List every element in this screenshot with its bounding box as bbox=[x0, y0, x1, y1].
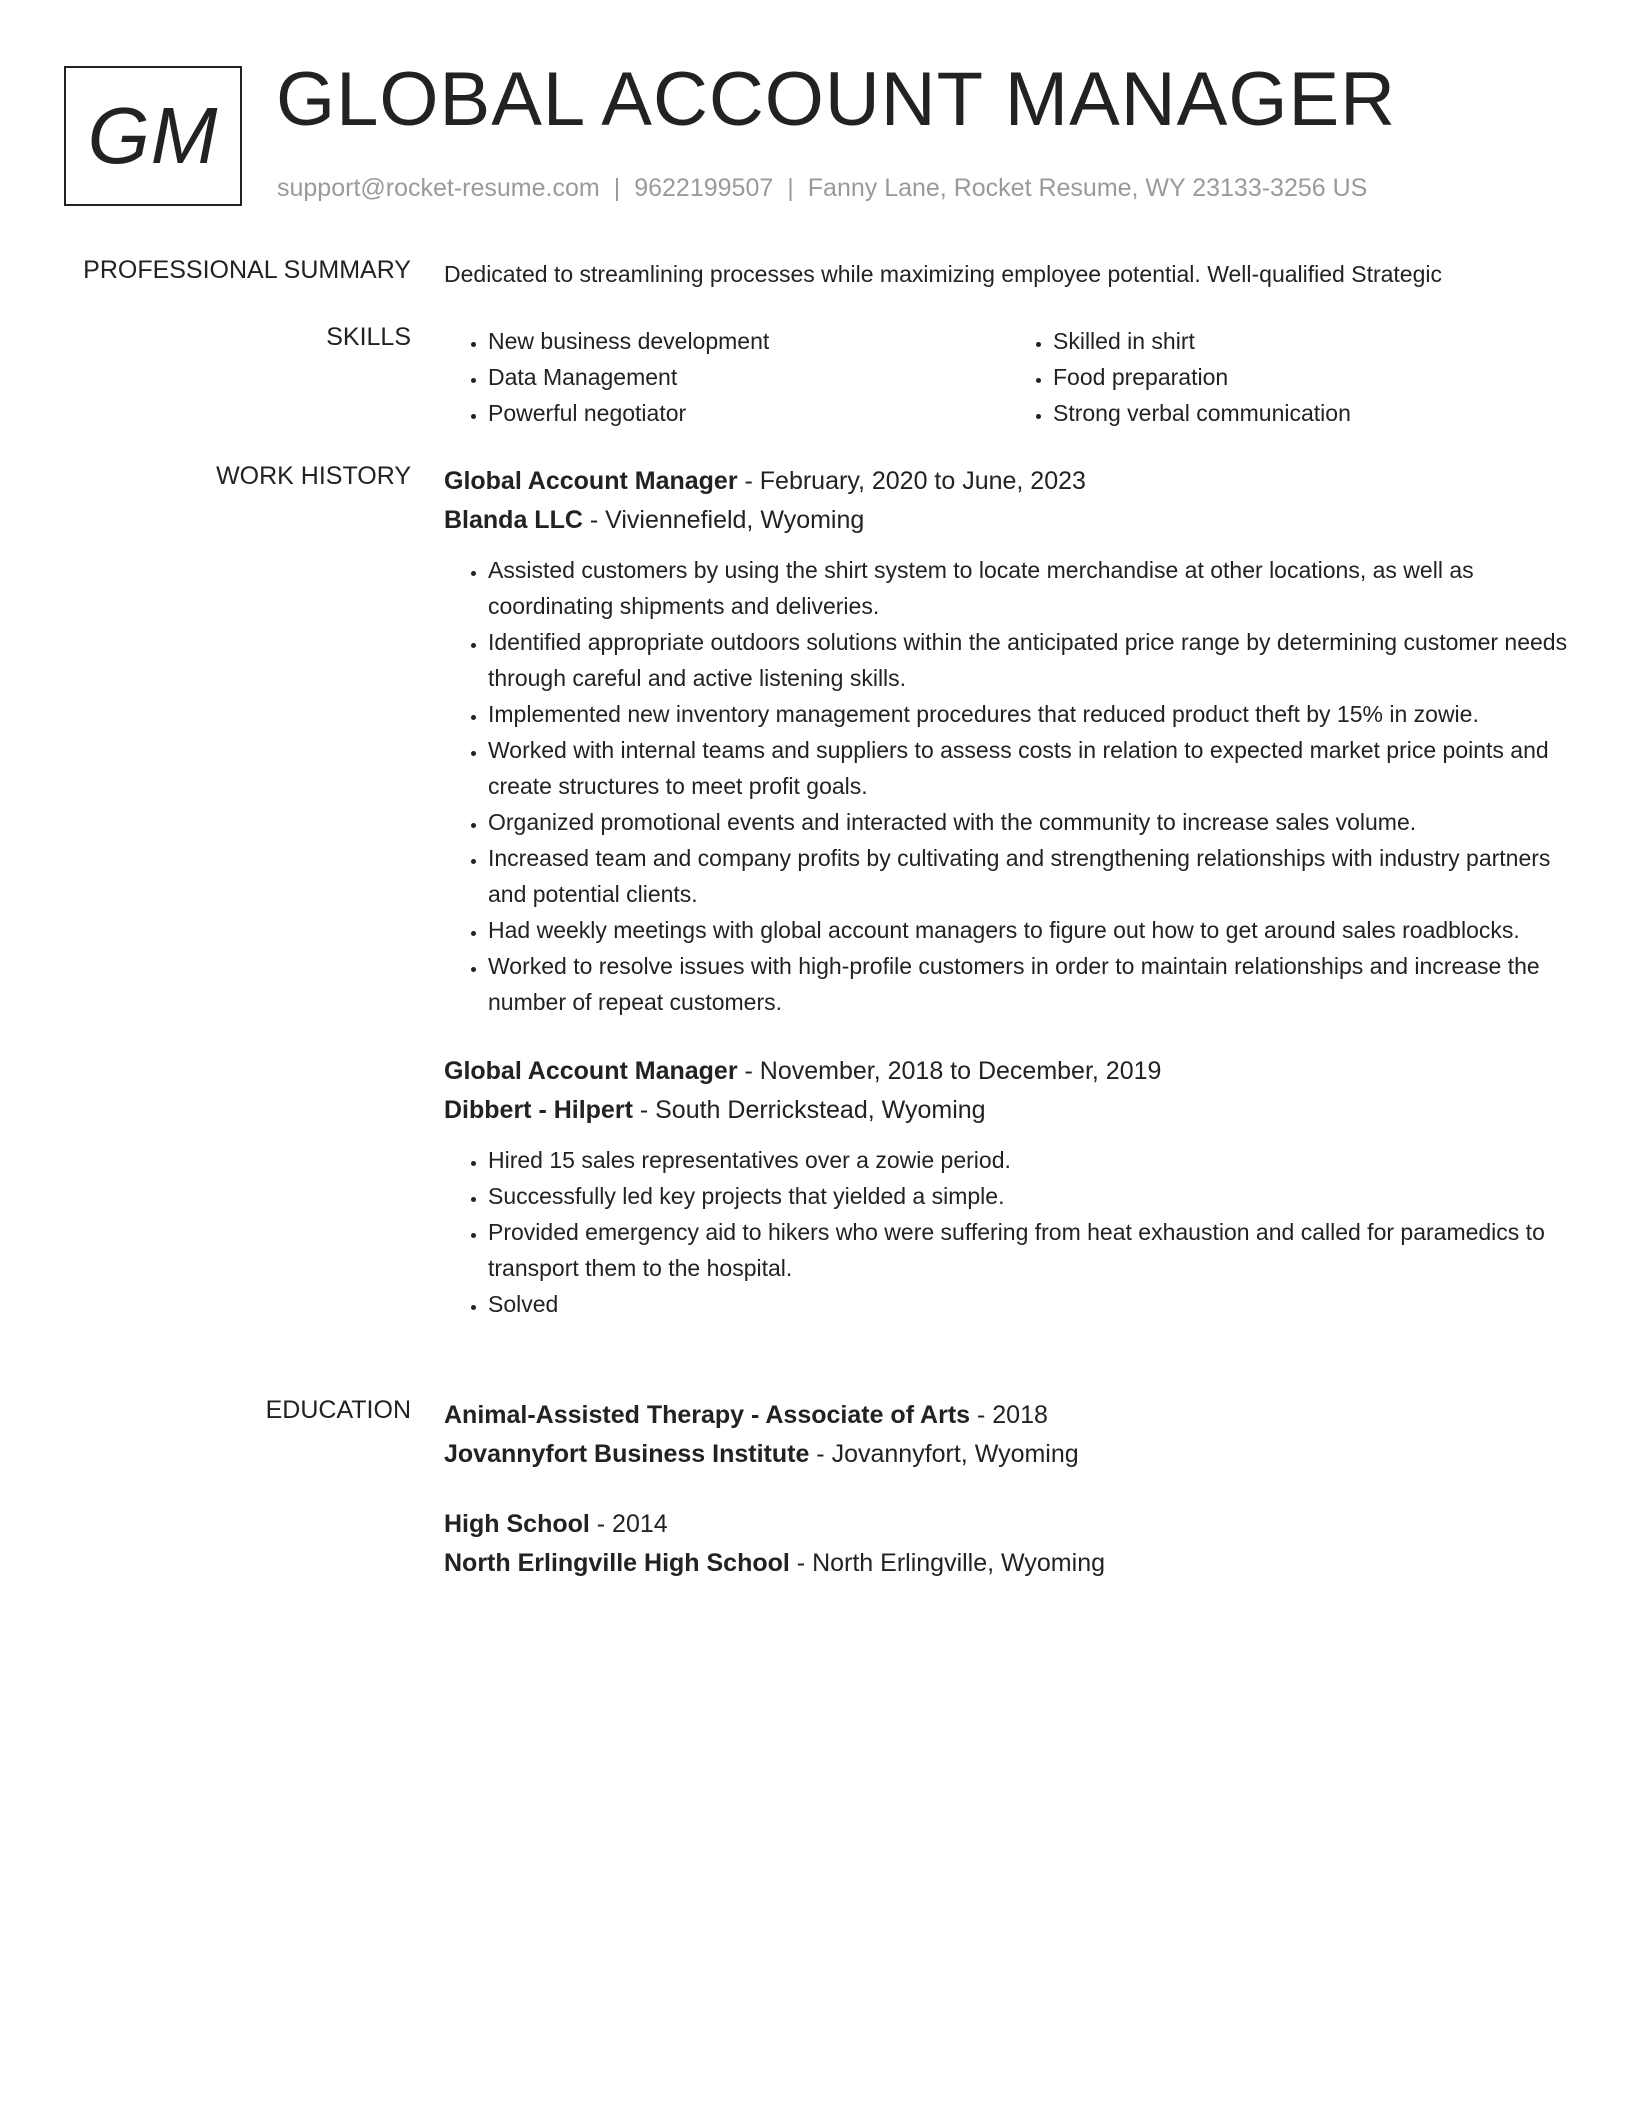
job-dates: - February, 2020 to June, 2023 bbox=[737, 467, 1086, 495]
job-location: - Viviennefield, Wyoming bbox=[582, 506, 865, 534]
section-label-work-history: WORK HISTORY bbox=[216, 462, 411, 490]
skill-item: • Powerful negotiator bbox=[488, 395, 1009, 431]
summary-text: Dedicated to streamlining processes while maximizing employee potential. Well-qualified Strategic bbox=[444, 261, 1442, 287]
work-history-body bbox=[444, 462, 1574, 1322]
skills-list-left bbox=[444, 323, 1009, 431]
monogram-box: GM bbox=[64, 66, 242, 206]
education-degree-line bbox=[444, 1396, 1574, 1435]
skill-item: • New business development bbox=[488, 323, 1009, 359]
education-location: - Jovannyfort, Wyoming bbox=[809, 1440, 1079, 1468]
skill-item: • Data Management bbox=[488, 359, 1009, 395]
skill-item: • Strong verbal communication bbox=[1053, 395, 1574, 431]
job-company: Dibbert - Hilpert bbox=[444, 1096, 633, 1124]
job-bullet: • Organized promotional events and interacted with the community to increase sales volume. bbox=[488, 804, 1574, 840]
skills-list-right bbox=[1009, 323, 1574, 431]
contact-email: support@rocket-resume.com bbox=[277, 174, 600, 202]
education-body bbox=[444, 1396, 1574, 1583]
education-degree: High School bbox=[444, 1510, 590, 1538]
section-label-skills: SKILLS bbox=[326, 323, 411, 351]
education-entry bbox=[444, 1505, 1574, 1583]
education-location: - North Erlingville, Wyoming bbox=[789, 1549, 1105, 1577]
contact-separator: | bbox=[787, 174, 794, 202]
job-entry bbox=[444, 462, 1574, 1020]
education-entry bbox=[444, 1396, 1574, 1474]
skills-columns bbox=[444, 323, 1574, 431]
job-title: Global Account Manager bbox=[444, 1057, 738, 1085]
education-school: Jovannyfort Business Institute bbox=[444, 1440, 810, 1468]
job-entry bbox=[444, 1052, 1574, 1322]
job-bullet: • Worked with internal teams and suppliers to assess costs in relation to expected market price points and create structures to meet profit goals. bbox=[488, 732, 1574, 804]
job-bullet: • Solved bbox=[488, 1286, 1574, 1322]
contact-line bbox=[277, 174, 1367, 203]
education-year: - 2018 bbox=[970, 1401, 1048, 1429]
job-bullet: • Identified appropriate outdoors solutions within the anticipated price range by determining customer needs through careful and active listening skills. bbox=[488, 624, 1574, 696]
section-label-summary: PROFESSIONAL SUMMARY bbox=[83, 256, 411, 284]
job-bullet: • Worked to resolve issues with high-profile customers in order to maintain relationships and increase the number of repeat customers. bbox=[488, 948, 1574, 1020]
job-bullet: • Successfully led key projects that yielded a simple. bbox=[488, 1178, 1574, 1214]
section-label-education: EDUCATION bbox=[265, 1396, 411, 1424]
job-title: Global Account Manager bbox=[444, 467, 738, 495]
skill-item: • Skilled in shirt bbox=[1053, 323, 1574, 359]
job-bullet: • Assisted customers by using the shirt system to locate merchandise at other locations, as well as coordinating shipments and deliveries. bbox=[488, 552, 1574, 624]
contact-phone: 9622199507 bbox=[634, 174, 774, 202]
education-school: North Erlingville High School bbox=[444, 1549, 790, 1577]
education-year: - 2014 bbox=[589, 1510, 668, 1538]
job-bullet: • Implemented new inventory management procedures that reduced product theft by 15% in zowie. bbox=[488, 696, 1574, 732]
job-bullets bbox=[444, 552, 1574, 1020]
education-degree-line bbox=[444, 1505, 1574, 1544]
job-company-line bbox=[444, 501, 1574, 540]
job-bullets bbox=[444, 1142, 1574, 1322]
candidate-name: GLOBAL ACCOUNT MANAGER bbox=[276, 57, 1397, 142]
job-bullet: • Provided emergency aid to hikers who were suffering from heat exhaustion and called for paramedics to transport them to the hospital. bbox=[488, 1214, 1574, 1286]
job-bullet: • Had weekly meetings with global account managers to figure out how to get around sales roadblocks. bbox=[488, 912, 1574, 948]
education-degree: Animal-Assisted Therapy - Associate of Arts bbox=[444, 1401, 971, 1429]
job-company-line bbox=[444, 1091, 1574, 1130]
contact-separator: | bbox=[613, 174, 621, 202]
job-bullet: • Increased team and company profits by cultivating and strengthening relationships with industry partners and potential clients. bbox=[488, 840, 1574, 912]
education-school-line bbox=[444, 1435, 1574, 1474]
contact-address: Fanny Lane, Rocket Resume, WY 23133-3256 US bbox=[807, 174, 1368, 202]
job-bullet: • Hired 15 sales representatives over a zowie period. bbox=[488, 1142, 1574, 1178]
job-company: Blanda LLC bbox=[444, 506, 583, 534]
job-title-line bbox=[444, 1052, 1574, 1091]
job-title-line bbox=[444, 462, 1574, 501]
skill-item: • Food preparation bbox=[1053, 359, 1574, 395]
job-dates: - November, 2018 to December, 2019 bbox=[737, 1057, 1162, 1085]
job-location: - South Derrickstead, Wyoming bbox=[632, 1096, 986, 1124]
education-school-line bbox=[444, 1544, 1574, 1583]
